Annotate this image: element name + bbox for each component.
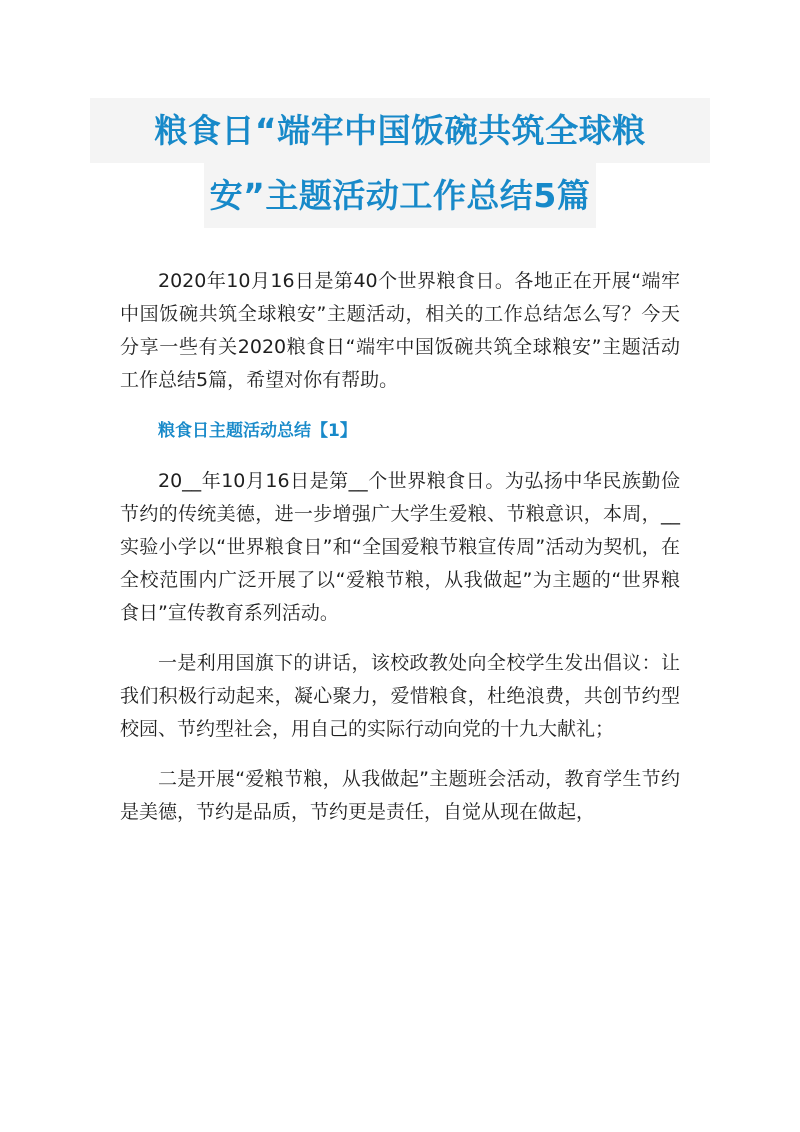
intro-paragraph: 2020年10月16日是第40个世界粮食日。各地正在开展“端牢中国饭碗共筑全球粮安”主题活动，相关的工作总结怎么写？今天分享一些有关2020粮食日“端牢中国饭碗共筑全球粮安”主题活动工作总结5篇，希望对你有帮助。: [120, 270, 680, 391]
body-paragraph-3: 二是开展“爱粮节粮，从我做起”主题班会活动，教育学生节约是美德，节约是品质，节约更是责任，自觉从现在做起，: [120, 768, 680, 823]
title-line-1: 粮食日“端牢中国饭碗共筑全球粮: [90, 98, 710, 163]
document-body: [120, 265, 680, 829]
body-paragraph-1: 20__年10月16日是第__个世界粮食日。为弘扬中华民族勤俭节约的传统美德，进一步增强广大学生爱粮、节粮意识，本周，__实验小学以“世界粮食日”和“全国爱粮节粮宣传周”活动为契机，在全校范围内广泛开展了以“爱粮节粮，从我做起”为主题的“世界粮食日”宣传教育系列活动。: [120, 470, 680, 624]
body-paragraph-2: 一是利用国旗下的讲话，该校政教处向全校学生发出倡议：让我们积极行动起来，凝心聚力，爱惜粮食，杜绝浪费，共创节约型校园、节约型社会，用自己的实际行动向党的十九大献礼；: [120, 652, 680, 740]
section-heading-1: 粮食日主题活动总结【1】: [158, 421, 357, 441]
document-title: [100, 98, 700, 228]
title-line-2: 安”主题活动工作总结5篇: [204, 163, 597, 228]
